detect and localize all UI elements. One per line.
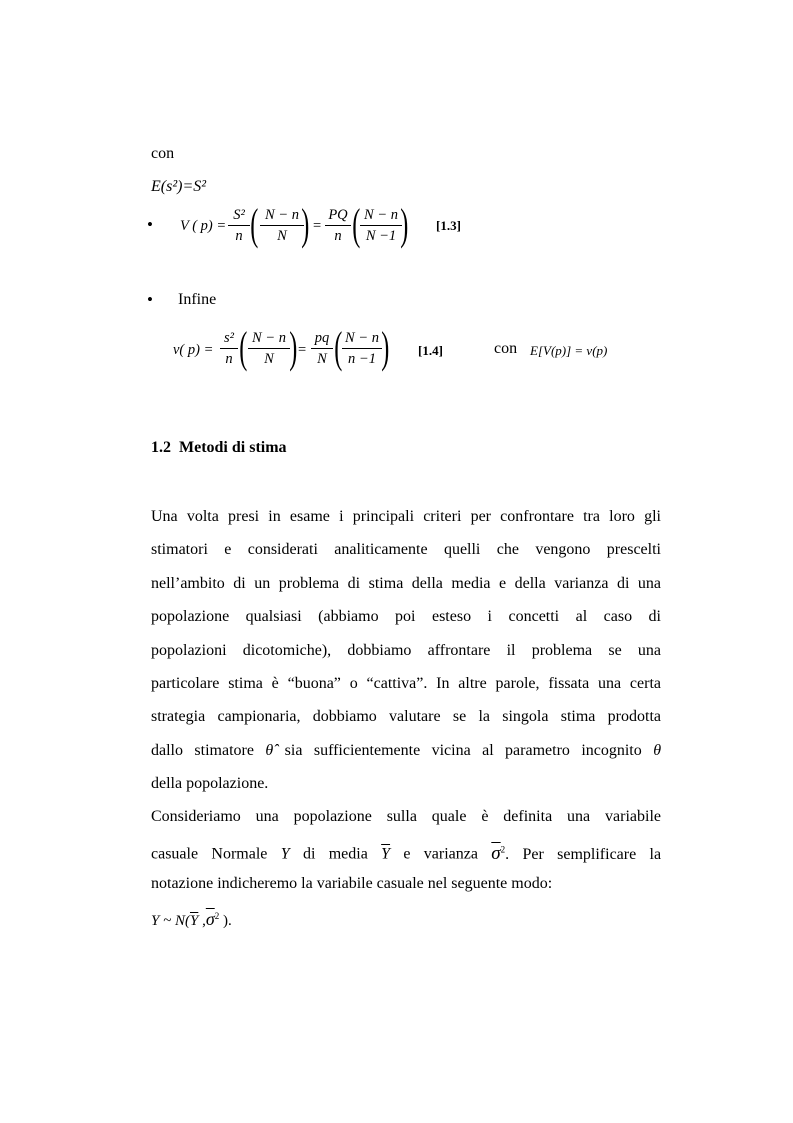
fraction-bar <box>360 225 402 226</box>
fraction-numerator: s² <box>224 330 234 346</box>
text-span: sia sufficientemente vicina al parametro incognito <box>284 741 642 759</box>
fraction-numerator: S² <box>233 207 245 223</box>
fraction-bar <box>220 348 238 349</box>
paragraph-1 <box>151 500 661 801</box>
fraction-numerator: PQ <box>328 207 348 223</box>
text-span: dallo stimatore <box>151 741 254 759</box>
variable-symbol: Y <box>280 845 290 863</box>
section-heading <box>151 439 287 457</box>
sigma-symbol: $\overline{\sigma}$ <box>491 842 501 864</box>
bullet-icon: • <box>147 290 153 309</box>
section-number: 1.2 <box>151 439 171 456</box>
fraction-denominator: n <box>235 228 243 244</box>
text-span: Y ~ N( <box>151 913 190 930</box>
text-span: di media <box>302 845 368 863</box>
fraction-numerator: N − n <box>252 330 286 346</box>
fraction <box>342 330 382 368</box>
fraction-denominator: n <box>225 351 233 367</box>
text-span: . Per semplificare la <box>505 845 662 863</box>
equals-sign: = <box>313 218 322 234</box>
equation-label: [1.4] <box>418 343 443 358</box>
right-paren: ) <box>400 200 409 249</box>
right-paren: ) <box>301 200 310 249</box>
text-span: e varianza <box>403 845 478 863</box>
distribution-formula <box>151 900 661 933</box>
fraction <box>325 207 351 245</box>
fraction-numerator: N − n <box>265 207 299 223</box>
paragraph-line: Una volta presi in esame i principali criteri per confrontare tra loro gli <box>151 508 661 525</box>
right-paren: ) <box>289 323 298 372</box>
paragraph-line: nell’ambito di un problema di stima della media e della varianza di una <box>151 574 661 592</box>
fraction-denominator: N <box>317 351 327 367</box>
paragraph-line <box>151 833 661 866</box>
fraction-numerator: N − n <box>345 330 379 346</box>
text-infine: Infine <box>178 291 217 308</box>
text-span: ). <box>219 913 232 930</box>
left-paren: ( <box>352 200 361 249</box>
paragraph-line <box>151 734 661 767</box>
paragraph-line: strategia campionaria, dobbiamo valutare se la singola stima prodotta <box>151 708 661 726</box>
paragraph-line: della popolazione. <box>151 775 269 793</box>
fraction-bar <box>342 348 382 349</box>
left-paren: ( <box>239 323 248 372</box>
fraction <box>360 207 402 245</box>
fraction-denominator: N <box>264 351 274 367</box>
bullet-icon: • <box>147 215 153 234</box>
fraction-denominator: N <box>277 228 287 244</box>
right-paren: ) <box>381 323 390 372</box>
expectation-formula: E(s²)=S² <box>151 178 207 195</box>
fraction <box>220 330 238 368</box>
text-span: casuale Normale <box>151 845 268 863</box>
theta-hat-symbol: θ̂ <box>265 741 274 759</box>
text-con: con <box>151 145 175 162</box>
fraction-denominator: n <box>334 228 342 244</box>
equation-label: [1.3] <box>436 218 461 233</box>
text-span: , <box>198 913 206 930</box>
paragraph-line: notazione indicheremo la variabile casuale nel seguente modo: <box>151 874 553 892</box>
paragraph-line: stimatori e considerati analiticamente quelli che vengono prescelti <box>151 541 661 559</box>
variance-symbol <box>491 842 662 864</box>
fraction-numerator: N − n <box>364 207 398 223</box>
sigma-symbol: $\overline{\sigma}$ <box>205 909 215 930</box>
paragraph-line: popolazioni dicotomiche), dobbiamo affrontare il problema se una <box>151 641 661 659</box>
paragraph-line: popolazione qualsiasi (abbiamo poi esteso i concetti al caso di <box>151 608 661 626</box>
theta-symbol: θ <box>653 741 662 759</box>
fraction-bar <box>325 225 351 226</box>
fraction-bar <box>311 348 333 349</box>
fraction-numerator: pq <box>314 330 330 346</box>
fraction <box>260 207 304 245</box>
condition-formula: E[V(p)] = v(p) <box>530 343 608 358</box>
fraction-bar <box>228 225 250 226</box>
fraction <box>228 207 250 245</box>
fraction <box>248 330 290 368</box>
paragraph-line: Consideriamo una popolazione sulla quale è definita una variabile <box>151 808 661 825</box>
formula-lhs: V ( p) = <box>180 218 227 234</box>
paragraph-2 <box>151 800 661 934</box>
fraction-denominator: n −1 <box>348 351 376 367</box>
fraction-denominator: N −1 <box>365 228 397 244</box>
left-paren: ( <box>334 323 343 372</box>
formula-lhs: v( p) = <box>173 342 214 358</box>
fraction-bar <box>248 348 290 349</box>
fraction <box>311 330 333 368</box>
fraction-bar <box>260 225 304 226</box>
section-title: Metodi di stima <box>179 439 287 456</box>
left-paren: ( <box>250 200 259 249</box>
text-con-2: con <box>494 340 518 357</box>
mean-symbol: $\overline{Y}$ <box>189 913 199 930</box>
paragraph-line: particolare stima è “buona” o “cattiva”. In altre parole, fissata una certa <box>151 674 661 692</box>
superscript: 2 <box>500 844 506 855</box>
equals-sign: = <box>298 342 307 358</box>
superscript: 2 <box>214 911 220 922</box>
mean-symbol: $\overline{Y}$ <box>381 845 391 863</box>
